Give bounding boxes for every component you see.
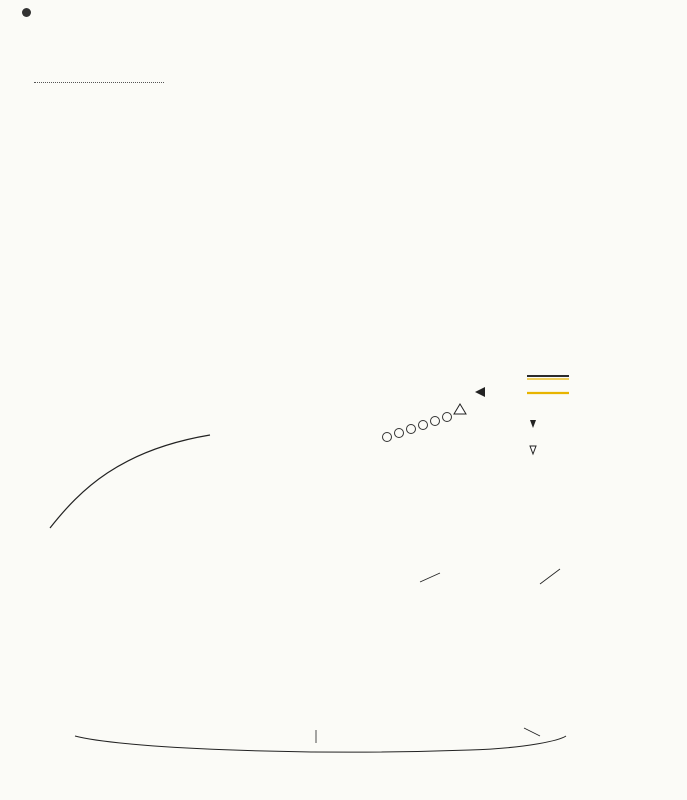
edging-leader: [540, 569, 560, 584]
side-diagram: [0, 560, 687, 760]
start-off-icon: [530, 446, 536, 454]
start-off-leader: [524, 728, 540, 736]
row-marker: [418, 420, 428, 430]
end-point-marker: [475, 387, 485, 397]
row-marker: [430, 416, 440, 426]
single-crochet-leader: [420, 573, 440, 582]
row-marker: [394, 428, 404, 438]
starting-point-leader: [50, 435, 210, 528]
row-marker: [382, 432, 392, 442]
page-title: [22, 6, 36, 21]
sole-row-markers: [380, 420, 470, 460]
legend-swatches: [525, 368, 575, 468]
chain-bracket: [75, 736, 566, 752]
bullet-icon: [22, 8, 31, 17]
row-marker: [406, 424, 416, 434]
dotted-divider: [34, 82, 164, 83]
start-off-marker: [454, 404, 466, 414]
row-marker: [442, 412, 452, 422]
end-point-icon: [530, 420, 536, 428]
sole-diagram: [0, 300, 687, 560]
